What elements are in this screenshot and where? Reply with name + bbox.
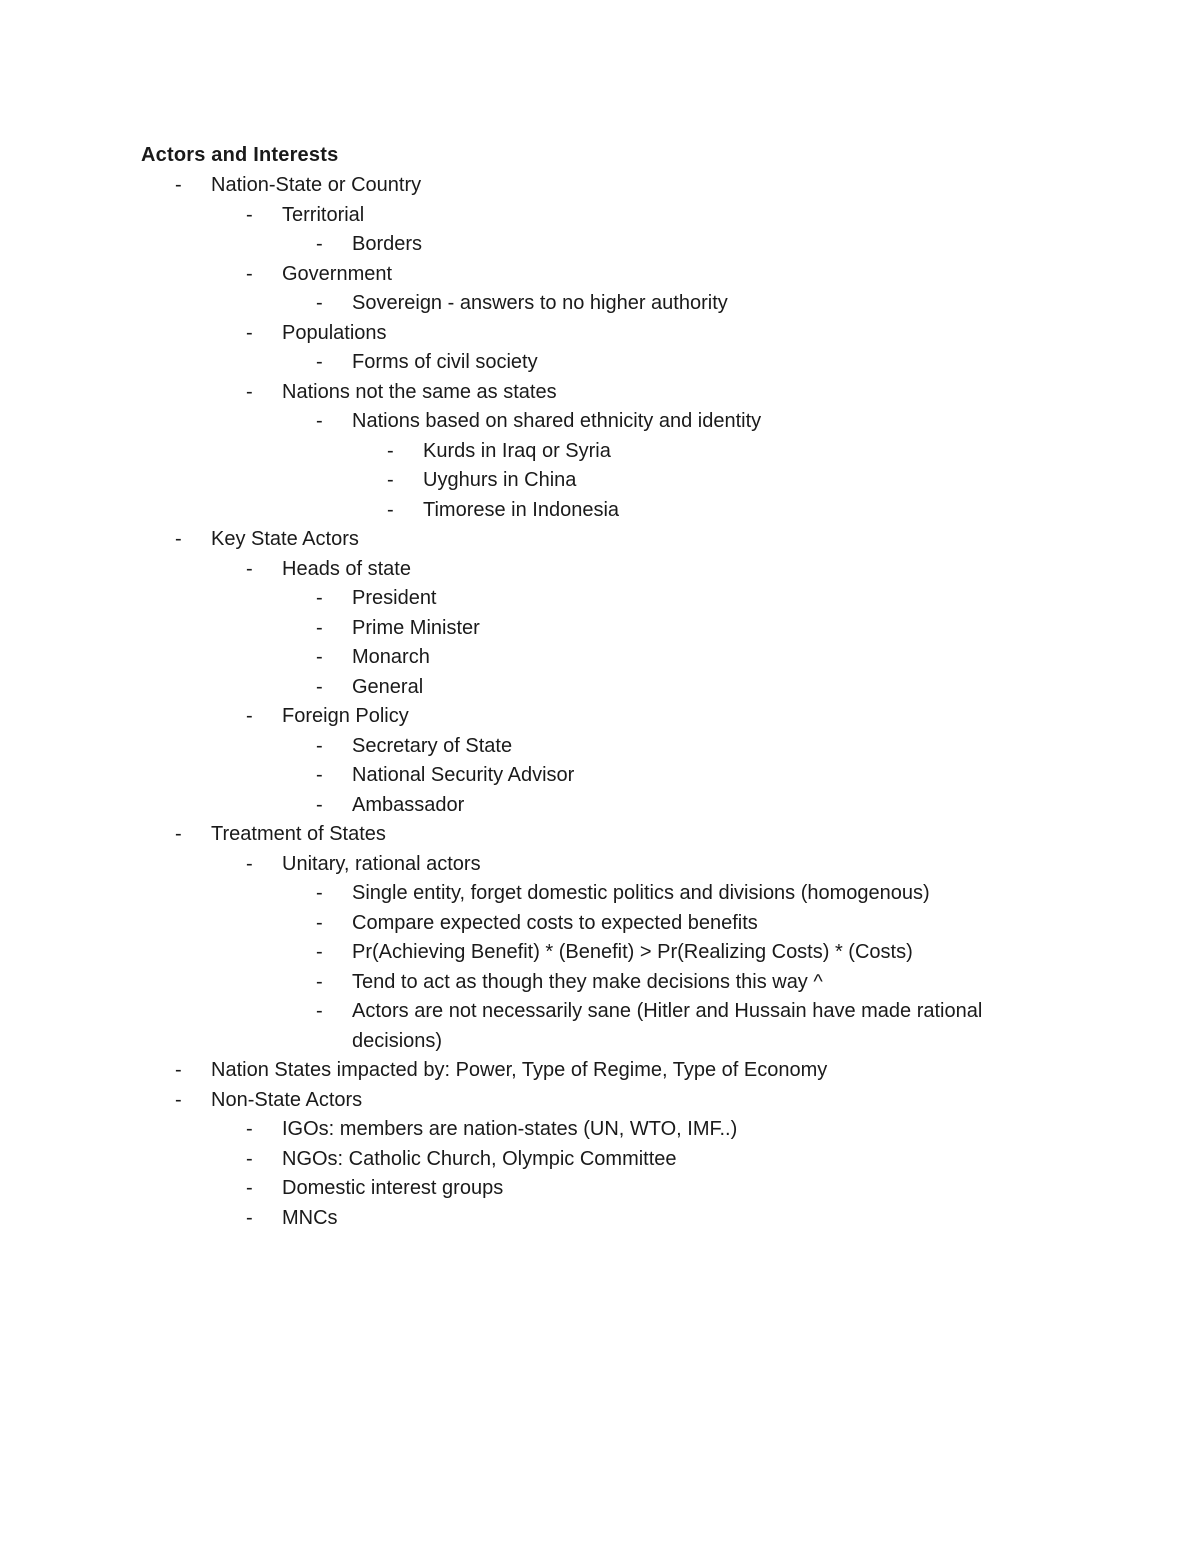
outline-item-level-1 — [0, 820, 1200, 850]
outline-item-text: Ambassador — [352, 793, 465, 816]
outline-item-text: Sovereign - answers to no higher authority — [352, 292, 728, 314]
outline-item-text: Foreign Policy — [282, 705, 409, 727]
bullet-dash: - — [246, 1206, 253, 1229]
outline-item-level-2 — [0, 1115, 1200, 1145]
bullet-dash: - — [316, 1000, 323, 1022]
outline-item-text: Borders — [352, 233, 423, 255]
bullet-dash: - — [316, 764, 323, 786]
outline-item-level-3 — [0, 997, 1200, 1056]
bullet-dash: - — [175, 528, 182, 550]
bullet-dash: - — [246, 321, 253, 344]
bullet-dash: - — [316, 970, 323, 993]
bullet-dash: - — [316, 616, 323, 639]
outline-item-level-3 — [0, 584, 1200, 614]
outline-item-level-3 — [0, 938, 1200, 968]
outline-item-text: Government — [282, 262, 393, 285]
outline-item-level-1 — [0, 171, 1200, 201]
bullet-dash: - — [246, 557, 253, 580]
outline-item-level-2 — [0, 260, 1200, 290]
outline-item-level-3 — [0, 614, 1200, 644]
outline-item-text: Treatment of States — [211, 823, 386, 845]
outline-item-level-3 — [0, 879, 1200, 909]
outline-item-level-3 — [0, 643, 1200, 673]
bullet-dash: - — [316, 911, 323, 934]
outline-item-level-2 — [0, 319, 1200, 349]
bullet-dash: - — [387, 498, 394, 521]
outline-item-level-3 — [0, 673, 1200, 703]
bullet-dash: - — [175, 174, 182, 196]
outline-item-text: Nation-State or Country — [211, 174, 422, 196]
outline-item-level-1 — [0, 1056, 1200, 1086]
outline-item-text: Nations based on shared ethnicity and identity — [352, 410, 762, 432]
outline-item-text: Key State Actors — [211, 528, 359, 550]
bullet-dash: - — [246, 203, 253, 226]
outline-item-text: President — [352, 587, 437, 609]
outline-item-text: MNCs — [282, 1206, 338, 1229]
outline-item-text: Nations not the same as states — [282, 380, 557, 403]
outline-item-level-2 — [0, 850, 1200, 880]
bullet-dash: - — [175, 823, 182, 845]
outline-item-text: Secretary of State — [352, 734, 513, 757]
bullet-dash: - — [175, 1059, 182, 1081]
outline-item-text: General — [352, 675, 424, 698]
bullet-dash: - — [246, 705, 253, 727]
outline-item-level-4 — [0, 496, 1200, 526]
bullet-dash: - — [316, 882, 323, 904]
bullet-dash: - — [316, 793, 323, 816]
bullet-dash: - — [387, 439, 394, 462]
bullet-dash: - — [246, 852, 253, 875]
outline-item-level-1 — [0, 1086, 1200, 1116]
outline-item-level-3 — [0, 348, 1200, 378]
bullet-dash: - — [316, 233, 323, 255]
outline-item-text: Timorese in Indonesia — [423, 498, 620, 521]
outline-item-level-3 — [0, 289, 1200, 319]
outline-item-text: Non-State Actors — [211, 1088, 363, 1111]
bullet-dash: - — [316, 292, 323, 314]
outline-item-text: Populations — [282, 321, 387, 344]
outline-item-text: National Security Advisor — [352, 764, 575, 786]
outline-item-text: Tend to act as though they make decisions this way ^ — [352, 970, 823, 993]
bullet-dash: - — [316, 587, 323, 609]
outline-item-level-2 — [0, 702, 1200, 732]
bullet-dash: - — [246, 1177, 253, 1199]
bullet-dash: - — [246, 262, 253, 285]
bullet-dash: - — [387, 469, 394, 491]
outline-item-level-2 — [0, 1145, 1200, 1175]
outline-item-level-4 — [0, 437, 1200, 467]
outline-item-level-1 — [0, 525, 1200, 555]
outline-item-level-3 — [0, 230, 1200, 260]
outline-item-text: Prime Minister — [352, 616, 480, 639]
outline-item-level-3 — [0, 968, 1200, 998]
bulleted-outline — [0, 171, 1200, 1233]
outline-item-text: Kurds in Iraq or Syria — [423, 439, 611, 462]
outline-item-text: Forms of civil society — [352, 351, 538, 373]
outline-item-level-2 — [0, 1204, 1200, 1234]
bullet-dash: - — [316, 941, 323, 963]
bullet-dash: - — [316, 351, 323, 373]
outline-item-text: Unitary, rational actors — [282, 852, 481, 875]
outline-item-text: Uyghurs in China — [423, 469, 577, 491]
outline-item-text: Single entity, forget domestic politics and divisions (homogenous) — [352, 882, 930, 904]
outline-item-level-3 — [0, 761, 1200, 791]
outline-item-level-4 — [0, 466, 1200, 496]
outline-item-text: Domestic interest groups — [282, 1177, 504, 1199]
bullet-dash: - — [316, 410, 323, 432]
bullet-dash: - — [316, 646, 323, 668]
outline-item-level-3 — [0, 791, 1200, 821]
outline-item-text: Heads of state — [282, 557, 411, 580]
document-title: Actors and Interests — [141, 144, 339, 166]
bullet-dash: - — [246, 1147, 253, 1170]
bullet-dash: - — [316, 734, 323, 757]
outline-item-level-3 — [0, 732, 1200, 762]
outline-item-level-2 — [0, 1174, 1200, 1204]
outline-item-text: Nation States impacted by: Power, Type of Regime, Type of Economy — [211, 1059, 828, 1081]
outline-item-text: NGOs: Catholic Church, Olympic Committee — [282, 1147, 677, 1170]
outline-item-text: Territorial — [282, 203, 365, 226]
outline-item-text: Compare expected costs to expected benefits — [352, 911, 758, 934]
bullet-dash: - — [175, 1088, 182, 1111]
outline-item-level-2 — [0, 378, 1200, 408]
outline-item-level-3 — [0, 909, 1200, 939]
outline-item-level-2 — [0, 201, 1200, 231]
bullet-dash: - — [246, 380, 253, 403]
outline-item-level-2 — [0, 555, 1200, 585]
outline-item-text: Actors are not necessarily sane (Hitler and Hussain have made rational decisions) — [352, 1000, 983, 1052]
outline-item-text: IGOs: members are nation-states (UN, WTO, IMF..) — [282, 1118, 738, 1140]
outline-item-text: Pr(Achieving Benefit) * (Benefit) > Pr(Realizing Costs) * (Costs) — [352, 941, 913, 963]
bullet-dash: - — [316, 675, 323, 698]
outline-item-level-3 — [0, 407, 1200, 437]
bullet-dash: - — [246, 1118, 253, 1140]
outline-item-text: Monarch — [352, 646, 430, 668]
